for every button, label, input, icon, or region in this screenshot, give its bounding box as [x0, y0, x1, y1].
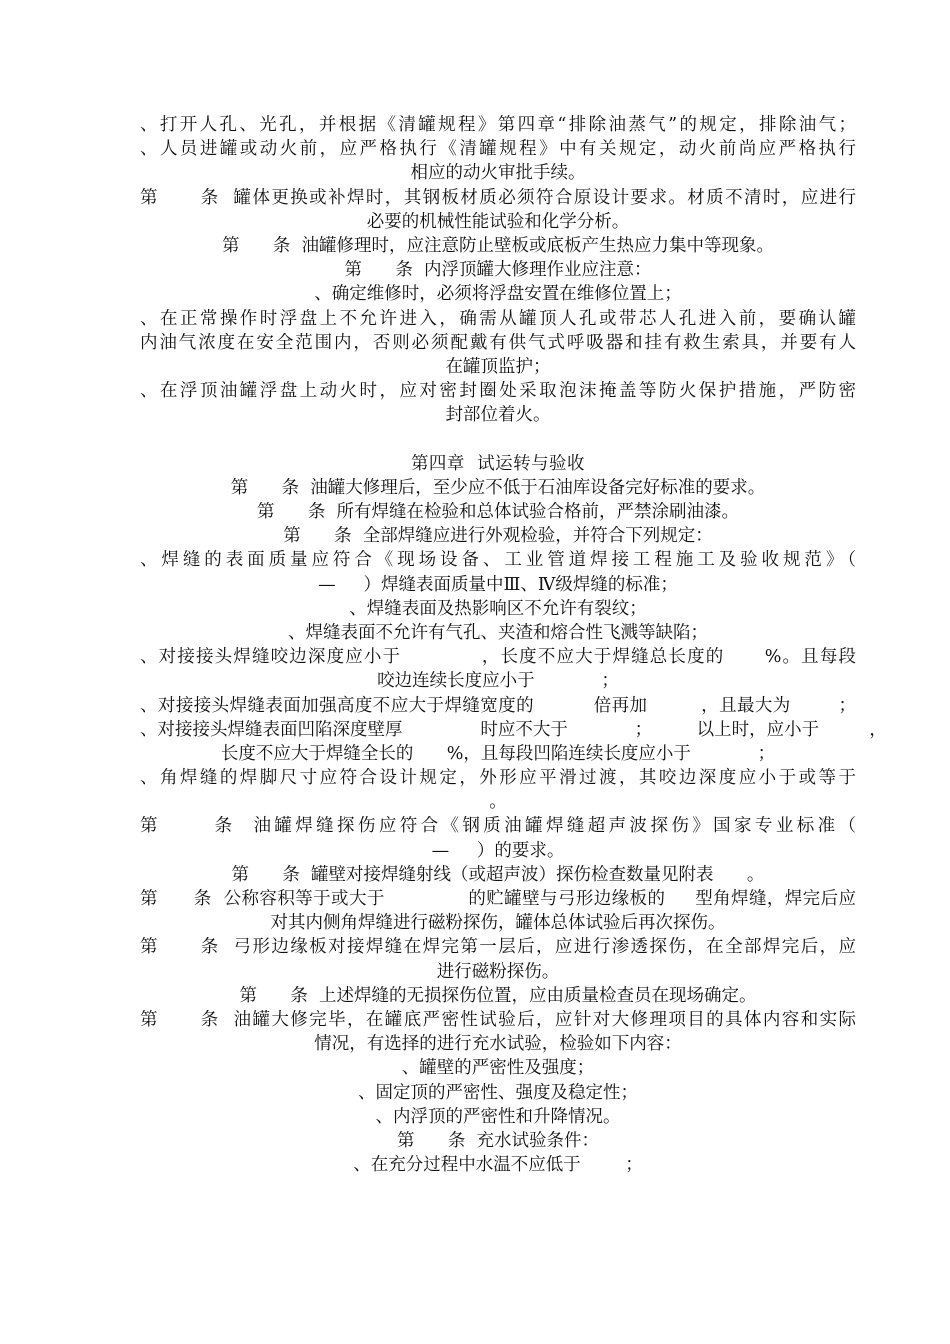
- article-line: 第 条 内浮顶罐大修理作业应注意：: [344, 260, 652, 281]
- text-line: 、内浮顶的严密性和升降情况。: [375, 1106, 621, 1127]
- chapter-heading: 第四章 试运转与验收: [410, 453, 586, 474]
- text-line: 、打开人孔、光孔，并根据《清罐规程》第四章“排除油蒸气”的规定，排除油气；: [140, 115, 856, 135]
- text-line: 、固定顶的严密性、强度及稳定性；: [358, 1082, 638, 1103]
- text-line: 、人员进罐或动火前，应严格执行《清罐规程》中有关规定，动火前尚应严格执行: [140, 139, 856, 160]
- text-line: 、角焊缝的焊脚尺寸应符合设计规定，外形应平滑过渡，其咬边深度应小于或等于: [140, 768, 856, 789]
- text-line: 、确定维修时，必须将浮盘安置在维修位置上；: [314, 284, 682, 305]
- text-line: 长度不应大于焊缝全长的 %，且每段凹陷连续长度应小于 ；: [220, 743, 776, 764]
- article-line: 第 条 上述焊缝的无损探伤位置，应由质量检查员在现场确定。: [239, 985, 757, 1006]
- article-line: 第 条 油罐焊缝探伤应符合《钢质油罐焊缝超声波探伤》国家专业标准（: [140, 816, 856, 837]
- text-line: 、在充分过程中水温不应低于 ；: [353, 1155, 643, 1176]
- article-line: 第 条 油罐大修理后，至少应不低于石油库设备完好标准的要求。: [230, 477, 766, 498]
- article-line: 第 条 油罐修理时，应注意防止壁板或底板产生热应力集中等现象。: [222, 235, 774, 256]
- article-line: 第 条 充水试验条件：: [396, 1130, 599, 1151]
- document-body: [140, 113, 887, 1177]
- article-line: 第 条 所有焊缝在检验和总体试验合格前，严禁涂刷油漆。: [256, 502, 739, 522]
- text-line: 封部位着火。: [445, 405, 551, 426]
- article-line: 第 条 弓形边缘板对接焊缝在焊完第一层后，应进行渗透探伤，在全部焊完后，应: [140, 937, 856, 958]
- article-line: 第 条 公称容积等于或大于 的贮罐壁与弓形边缘板的 型角焊缝，焊完后应: [140, 889, 856, 909]
- text-line: 、在浮顶油罐浮盘上动火时，应对密封圈处采取泡沫掩盖等防火保护措施，严防密: [140, 381, 856, 402]
- text-line: 、对接接头焊缝表面凹陷深度壁厚 时应不大于 ； 以上时，应小于 ，: [140, 719, 887, 740]
- text-line: — ）的要求。: [431, 840, 565, 861]
- text-line: 、罐壁的严密性及强度；: [401, 1058, 595, 1079]
- text-line: 对其内侧角焊缝进行磁粉探伤，罐体总体试验后再次探伤。: [270, 913, 726, 934]
- text-line: 咬边连续长度应小于 ；: [377, 671, 619, 692]
- text-line: 、对接接头焊缝咬边深度应小于 ，长度不应大于焊缝总长度的 %。且每段: [140, 647, 856, 668]
- text-line: 、焊缝表面及热影响区不允许有裂纹；: [349, 598, 647, 619]
- text-line: — ）焊缝表面质量中Ⅲ、Ⅳ级焊缝的标准；: [318, 574, 678, 595]
- text-line: 、对接接头焊缝表面加强高度不应大于焊缝宽度的 倍再加 ，且最大为 ；: [140, 695, 856, 716]
- text-line: 必要的机械性能试验和化学分析。: [366, 211, 630, 232]
- article-line: 第 条 罐体更换或补焊时，其钢板材质必须符合原设计要求。材质不清时，应进行: [140, 187, 856, 208]
- article-line: 第 条 全部焊缝应进行外观检验，并符合下列规定：: [283, 526, 713, 547]
- text-line: 、在正常操作时浮盘上不允许进入，确需从罐顶人孔或带芯人孔进入前，要确认罐: [140, 308, 856, 329]
- blank-line: [140, 427, 856, 451]
- text-line: 相应的动火审批手续。: [410, 163, 586, 184]
- text-line: 情况，有选择的进行充水试验，检验如下内容：: [314, 1034, 682, 1055]
- article-line: 第 条 罐壁对接焊缝射线（或超声波）探伤检查数量见附表 。: [231, 864, 765, 885]
- text-line: 进行磁粉探伤。: [436, 961, 560, 982]
- text-line: 、焊缝的表面质量应符合《现场设备、工业管道焊接工程施工及验收规范》（: [140, 550, 856, 571]
- text-line: 。: [489, 792, 507, 813]
- article-line: 第 条 油罐大修完毕，在罐底严密性试验后，应针对大修理项目的具体内容和实际: [140, 1009, 856, 1030]
- text-line: 、焊缝表面不允许有气孔、夹渣和熔合性飞溅等缺陷；: [288, 622, 708, 643]
- text-line: 内油气浓度在安全范围内，否则必须配戴有供气式呼吸器和挂有救生索具，并要有人: [140, 332, 856, 353]
- text-line: 在罐顶监护；: [445, 356, 551, 377]
